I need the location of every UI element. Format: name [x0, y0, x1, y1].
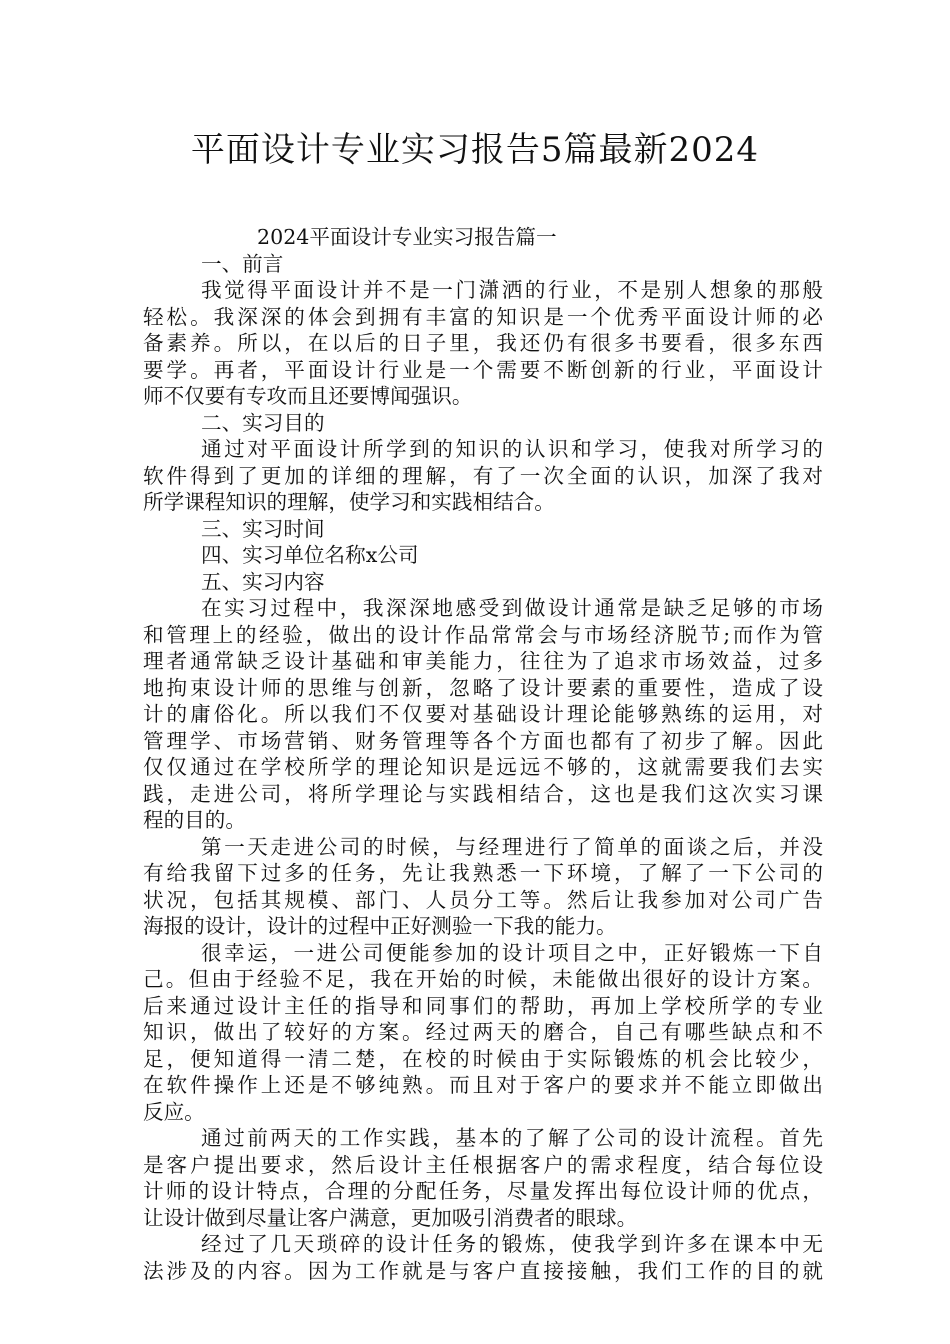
- text-line: 反应。: [143, 1099, 205, 1124]
- text-line: 让设计做到尽量让客户满意，更加吸引消费者的眼球。: [143, 1205, 638, 1230]
- text-line: 地拘束设计师的思维与创新，忽略了设计要素的重要性，造成了设: [143, 675, 823, 700]
- text-line: 一、前言: [201, 251, 284, 276]
- text-line: 备素养。所以，在以后的日子里，我还仍有很多书要看，很多东西: [143, 331, 823, 355]
- text-line: 己。但由于经验不足，我在开始的时候，未能做出很好的设计方案。: [143, 967, 823, 991]
- text-line: 仅仅通过在学校所学的理论知识是远远不够的，这就需要我们去实: [143, 755, 823, 779]
- text-line: 五、实习内容: [201, 569, 325, 594]
- text-line: 在实习过程中，我深深地感受到做设计通常是缺乏足够的市场: [201, 596, 823, 620]
- text-line: 轻松。我深深的体会到拥有丰富的知识是一个优秀平面设计师的必: [143, 304, 823, 329]
- text-line: 是客户提出要求，然后设计主任根据客户的需求程度，结合每位设: [143, 1152, 823, 1177]
- text-line: 2024平面设计专业实习报告篇一: [257, 225, 557, 249]
- document-title: 平面设计专业实习报告5篇最新2024: [190, 130, 760, 170]
- text-line: 践，走进公司，将所学理论与实践相结合，这也是我们这次实习课: [143, 781, 823, 806]
- text-line: 计的庸俗化。所以我们不仅要对基础设计理论能够熟练的运用，对: [143, 702, 823, 726]
- text-line: 师不仅要有专攻而且还要博闻强识。: [143, 384, 473, 408]
- text-line: 要学。再者，平面设计行业是一个需要不断创新的行业，平面设计: [143, 357, 823, 382]
- text-line: 状况，包括其规模、部门、人员分工等。然后让我参加对公司广告: [143, 887, 823, 912]
- text-line: 三、实习时间: [201, 516, 325, 541]
- text-line: 四、实习单位名称x公司: [201, 543, 419, 567]
- text-line: 法涉及的内容。因为工作就是与客户直接接触，我们工作的目的就: [143, 1258, 823, 1283]
- text-line: 第一天走进公司的时候，与经理进行了简单的面谈之后，并没: [201, 834, 823, 859]
- text-line: 海报的设计，设计的过程中正好测验一下我的能力。: [143, 914, 617, 938]
- document-body: [143, 224, 823, 1284]
- text-line: 理者通常缺乏设计基础和审美能力，往往为了追求市场效益，过多: [143, 649, 823, 673]
- text-line: 后来通过设计主任的指导和同事们的帮助，再加上学校所学的专业: [143, 993, 823, 1018]
- text-line: 足，便知道得一清二楚，在校的时候由于实际锻炼的机会比较少，: [143, 1046, 823, 1071]
- text-line: 有给我留下过多的任务，先让我熟悉一下环境，了解了一下公司的: [143, 861, 823, 885]
- text-line: 在软件操作上还是不够纯熟。而且对于客户的要求并不能立即做出: [143, 1073, 823, 1097]
- text-line: 所学课程知识的理解，使学习和实践相结合。: [143, 490, 555, 514]
- text-line: 软件得到了更加的详细的理解，有了一次全面的认识，加深了我对: [143, 463, 823, 488]
- text-line: 程的目的。: [143, 808, 246, 832]
- text-line: 经过了几天琐碎的设计任务的锻炼，使我学到许多在课本中无: [201, 1232, 823, 1256]
- text-line: 管理学、市场营销、财务管理等各个方面也都有了初步了解。因此: [143, 728, 823, 753]
- text-line: 二、实习目的: [201, 410, 325, 435]
- text-line: 通过前两天的工作实践，基本的了解了公司的设计流程。首先: [201, 1126, 823, 1150]
- text-line: 和管理上的经验，做出的设计作品常常会与市场经济脱节;而作为管: [143, 622, 823, 647]
- text-line: 通过对平面设计所学到的知识的认识和学习，使我对所学习的: [201, 437, 823, 461]
- text-line: 计师的设计特点，合理的分配任务，尽量发挥出每位设计师的优点，: [143, 1179, 823, 1203]
- text-line: 很幸运，一进公司便能参加的设计项目之中，正好锻炼一下自: [201, 940, 823, 965]
- text-line: 我觉得平面设计并不是一门潇洒的行业，不是别人想象的那般: [201, 278, 823, 302]
- text-line: 知识，做出了较好的方案。经过两天的磨合，自己有哪些缺点和不: [143, 1020, 823, 1044]
